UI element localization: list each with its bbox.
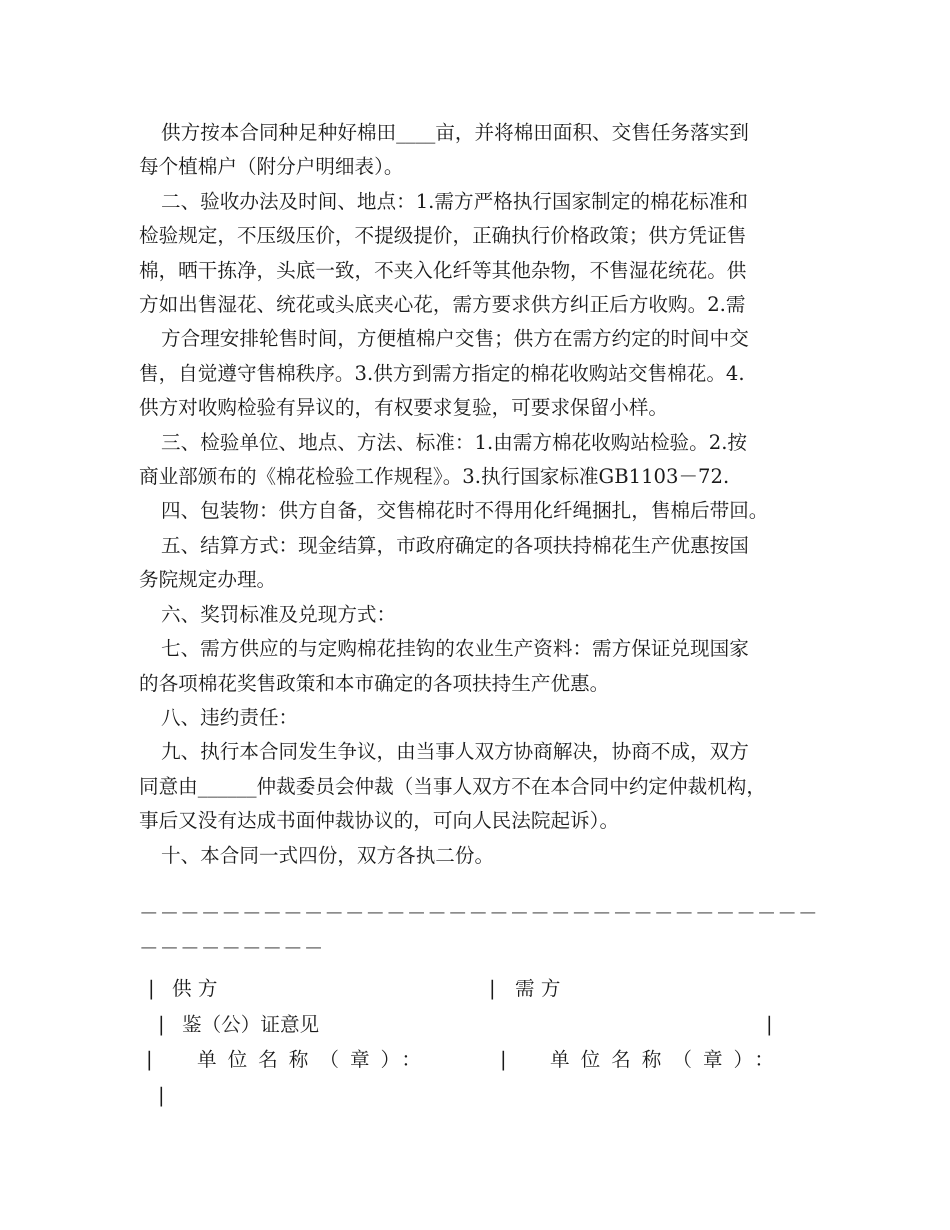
line-0-1: 每个植棉户（附分户明细表）。 — [139, 155, 404, 179]
clause-9-title: 九、执行本合同发生争议，由当事人双方协商解决，协商不成，双方 — [161, 740, 749, 764]
table-bar: | — [146, 1048, 153, 1071]
line-8-2: 事后又没有达成书面仲裁协议的，可向人民法院起诉）。 — [139, 809, 620, 833]
table-bar: | — [148, 977, 155, 1000]
table-bar: | — [158, 1013, 165, 1036]
line-4-1: 务院规定办理。 — [139, 568, 277, 592]
clause-6-title: 六、奖罚标准及兑现方式： — [161, 602, 397, 626]
table-bar: | — [158, 1084, 165, 1107]
line-6-1: 的各项棉花奖售政策和本市确定的各项扶持生产优惠。 — [139, 671, 610, 695]
line-1-4: 方合理安排轮售时间，方便植棉户交售；供方在需方约定的时间中交 — [161, 327, 749, 351]
dash-divider-1: －－－－－－－－－－－－－－－－－－－－－－－－－－－－－－－－－ — [139, 902, 819, 925]
clause-2-title: 二、验收办法及时间、地点：1.需方严格执行国家制定的棉花标准和 — [161, 189, 748, 213]
line-2-1: 商业部颁布的《棉花检验工作规程》。3.执行国家标准GB1103－72. — [139, 465, 730, 489]
clause-8-title: 八、违约责任： — [161, 705, 299, 729]
table-bar: | — [766, 1013, 773, 1036]
clause-10-title: 十、本合同一式四份，双方各执二份。 — [161, 843, 495, 867]
clause-3-title: 三、检验单位、地点、方法、标准：1.由需方棉花收购站检验。2.按 — [161, 430, 748, 454]
line-1-6: 供方对收购检验有异议的，有权要求复验，可要求保留小样。 — [139, 396, 669, 420]
buyer-label: 需 方 — [515, 977, 561, 1000]
line-8-1: 同意由______仲裁委员会仲裁（当事人双方不在本合同中约定仲裁机构， — [139, 774, 766, 798]
line-0-0: 供方按本合同种足种好棉田____亩，并将棉田面积、交售任务落实到 — [161, 121, 749, 144]
clause-4-title: 四、包装物：供方自备，交售棉花时不得用化纤绳捆扎，售棉后带回。 — [161, 499, 769, 523]
notary-opinion-label: 鉴（公）证意见 — [182, 1013, 320, 1036]
contract-body — [139, 116, 815, 873]
supplier-unit-name: 单位名称（章）： — [197, 1048, 432, 1071]
dash-divider-2: －－－－－－－－－ — [139, 937, 325, 960]
buyer-unit-name: 单位名称（章）： — [550, 1048, 785, 1071]
line-1-2: 棉，晒干拣净，头底一致，不夹入化纤等其他杂物，不售湿花统花。供 — [139, 258, 747, 282]
table-bar: | — [489, 977, 496, 1000]
clause-5-title: 五、结算方式：现金结算，市政府确定的各项扶持棉花生产优惠按国 — [161, 533, 749, 557]
supplier-label: 供 方 — [172, 977, 218, 1000]
clause-7-title: 七、需方供应的与定购棉花挂钩的农业生产资料：需方保证兑现国家 — [161, 637, 749, 661]
line-1-1: 检验规定，不压级压价，不提级提价，正确执行价格政策；供方凭证售 — [139, 224, 747, 248]
line-1-5: 售，自觉遵守售棉秩序。3.供方到需方指定的棉花收购站交售棉花。4. — [139, 361, 745, 385]
line-1-3: 方如出售湿花、统花或头底夹心花，需方要求供方纠正后方收购。2.需 — [139, 293, 746, 317]
table-bar: | — [500, 1048, 507, 1071]
